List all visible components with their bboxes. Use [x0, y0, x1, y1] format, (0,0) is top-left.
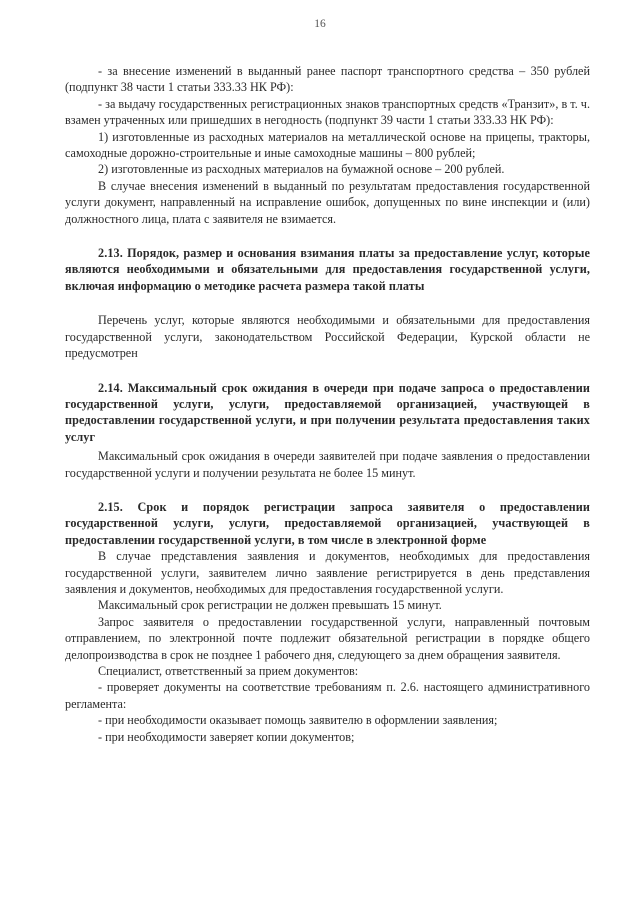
list-item: - при необходимости оказывает помощь заявителю в оформлении заявления; — [98, 713, 498, 728]
document-body — [65, 63, 590, 745]
paragraph: Максимальный срок регистрации не должен превышать 15 минут. — [98, 598, 442, 613]
paragraph: Запрос заявителя о предоставлении государственной услуги, направленный почтовым отправлением, по электронной почте подлежит обязательной регистрации в порядке общего делопроизводства в срок не позднее 1 рабочего дня, следующего за днем обращения заявителя. — [65, 614, 590, 662]
list-item: - проверяет документы на соответствие требованиям п. 2.6. настоящего административного регламента: — [65, 680, 590, 711]
paragraph: В случае внесения изменений в выданный по результатам предоставления государственной услуги документ, направленный на исправление ошибок, допущенных по вине инспекции и (или) должностного лица, плата с заявителя не взимается. — [65, 178, 590, 226]
paragraph: - за выдачу государственных регистрационных знаков транспортных средств «Транзит», в т. ч. взамен утраченных или пришедших в негодность (подпункт 39 части 1 статьи 333.33 НК РФ): — [65, 96, 590, 128]
page-number: 16 — [314, 18, 326, 30]
section-heading-2-15: 2.15. Срок и порядок регистрации запроса заявителя о предоставлении государственной услуги, услуги, предоставляемой организацией, участвующей в предоставлении государственной услуги, в том числе в электронной форме — [65, 499, 590, 547]
section-heading-2-13: 2.13. Порядок, размер и основания взимания платы за предоставление услуг, которые являются необходимыми и обязательными для предоставления государственной услуги, включая информацию о методике расчета размера такой платы — [65, 246, 590, 293]
paragraph: 2) изготовленные из расходных материалов на бумажной основе – 200 рублей. — [98, 162, 505, 177]
paragraph: Перечень услуг, которые являются необходимыми и обязательными для предоставления государственной услуги, законодательством Российской Федерации, Курской области не предусмотрен — [65, 313, 590, 361]
paragraph: Максимальный срок ожидания в очереди заявителей при подаче заявления о предоставлении государственной услуги и получении результата не более 15 минут. — [65, 449, 590, 480]
list-item: - при необходимости заверяет копии документов; — [98, 729, 355, 744]
paragraph: 1) изготовленные из расходных материалов на металлической основе на прицепы, тракторы, самоходные дорожно-строительные и иные самоходные машины – 800 рублей; — [65, 129, 590, 161]
section-heading-2-14: 2.14. Максимальный срок ожидания в очереди при подаче запроса о предоставлении государственной услуги, услуги, предоставляемой организацией, участвующей в предоставлении государственной услуги, и при получении результата предоставления таких услуг — [65, 380, 590, 444]
paragraph: - за внесение изменений в выданный ранее паспорт транспортного средства – 350 рублей (подпункт 38 части 1 статьи 333.33 НК РФ): — [65, 64, 590, 95]
paragraph: Специалист, ответственный за прием документов: — [98, 664, 359, 678]
paragraph: В случае представления заявления и документов, необходимых для предоставления государственной услуги, заявителем лично заявление регистрируется в день представления заявления и документов, необходимых для предоставления государственной услуги. — [65, 549, 590, 596]
